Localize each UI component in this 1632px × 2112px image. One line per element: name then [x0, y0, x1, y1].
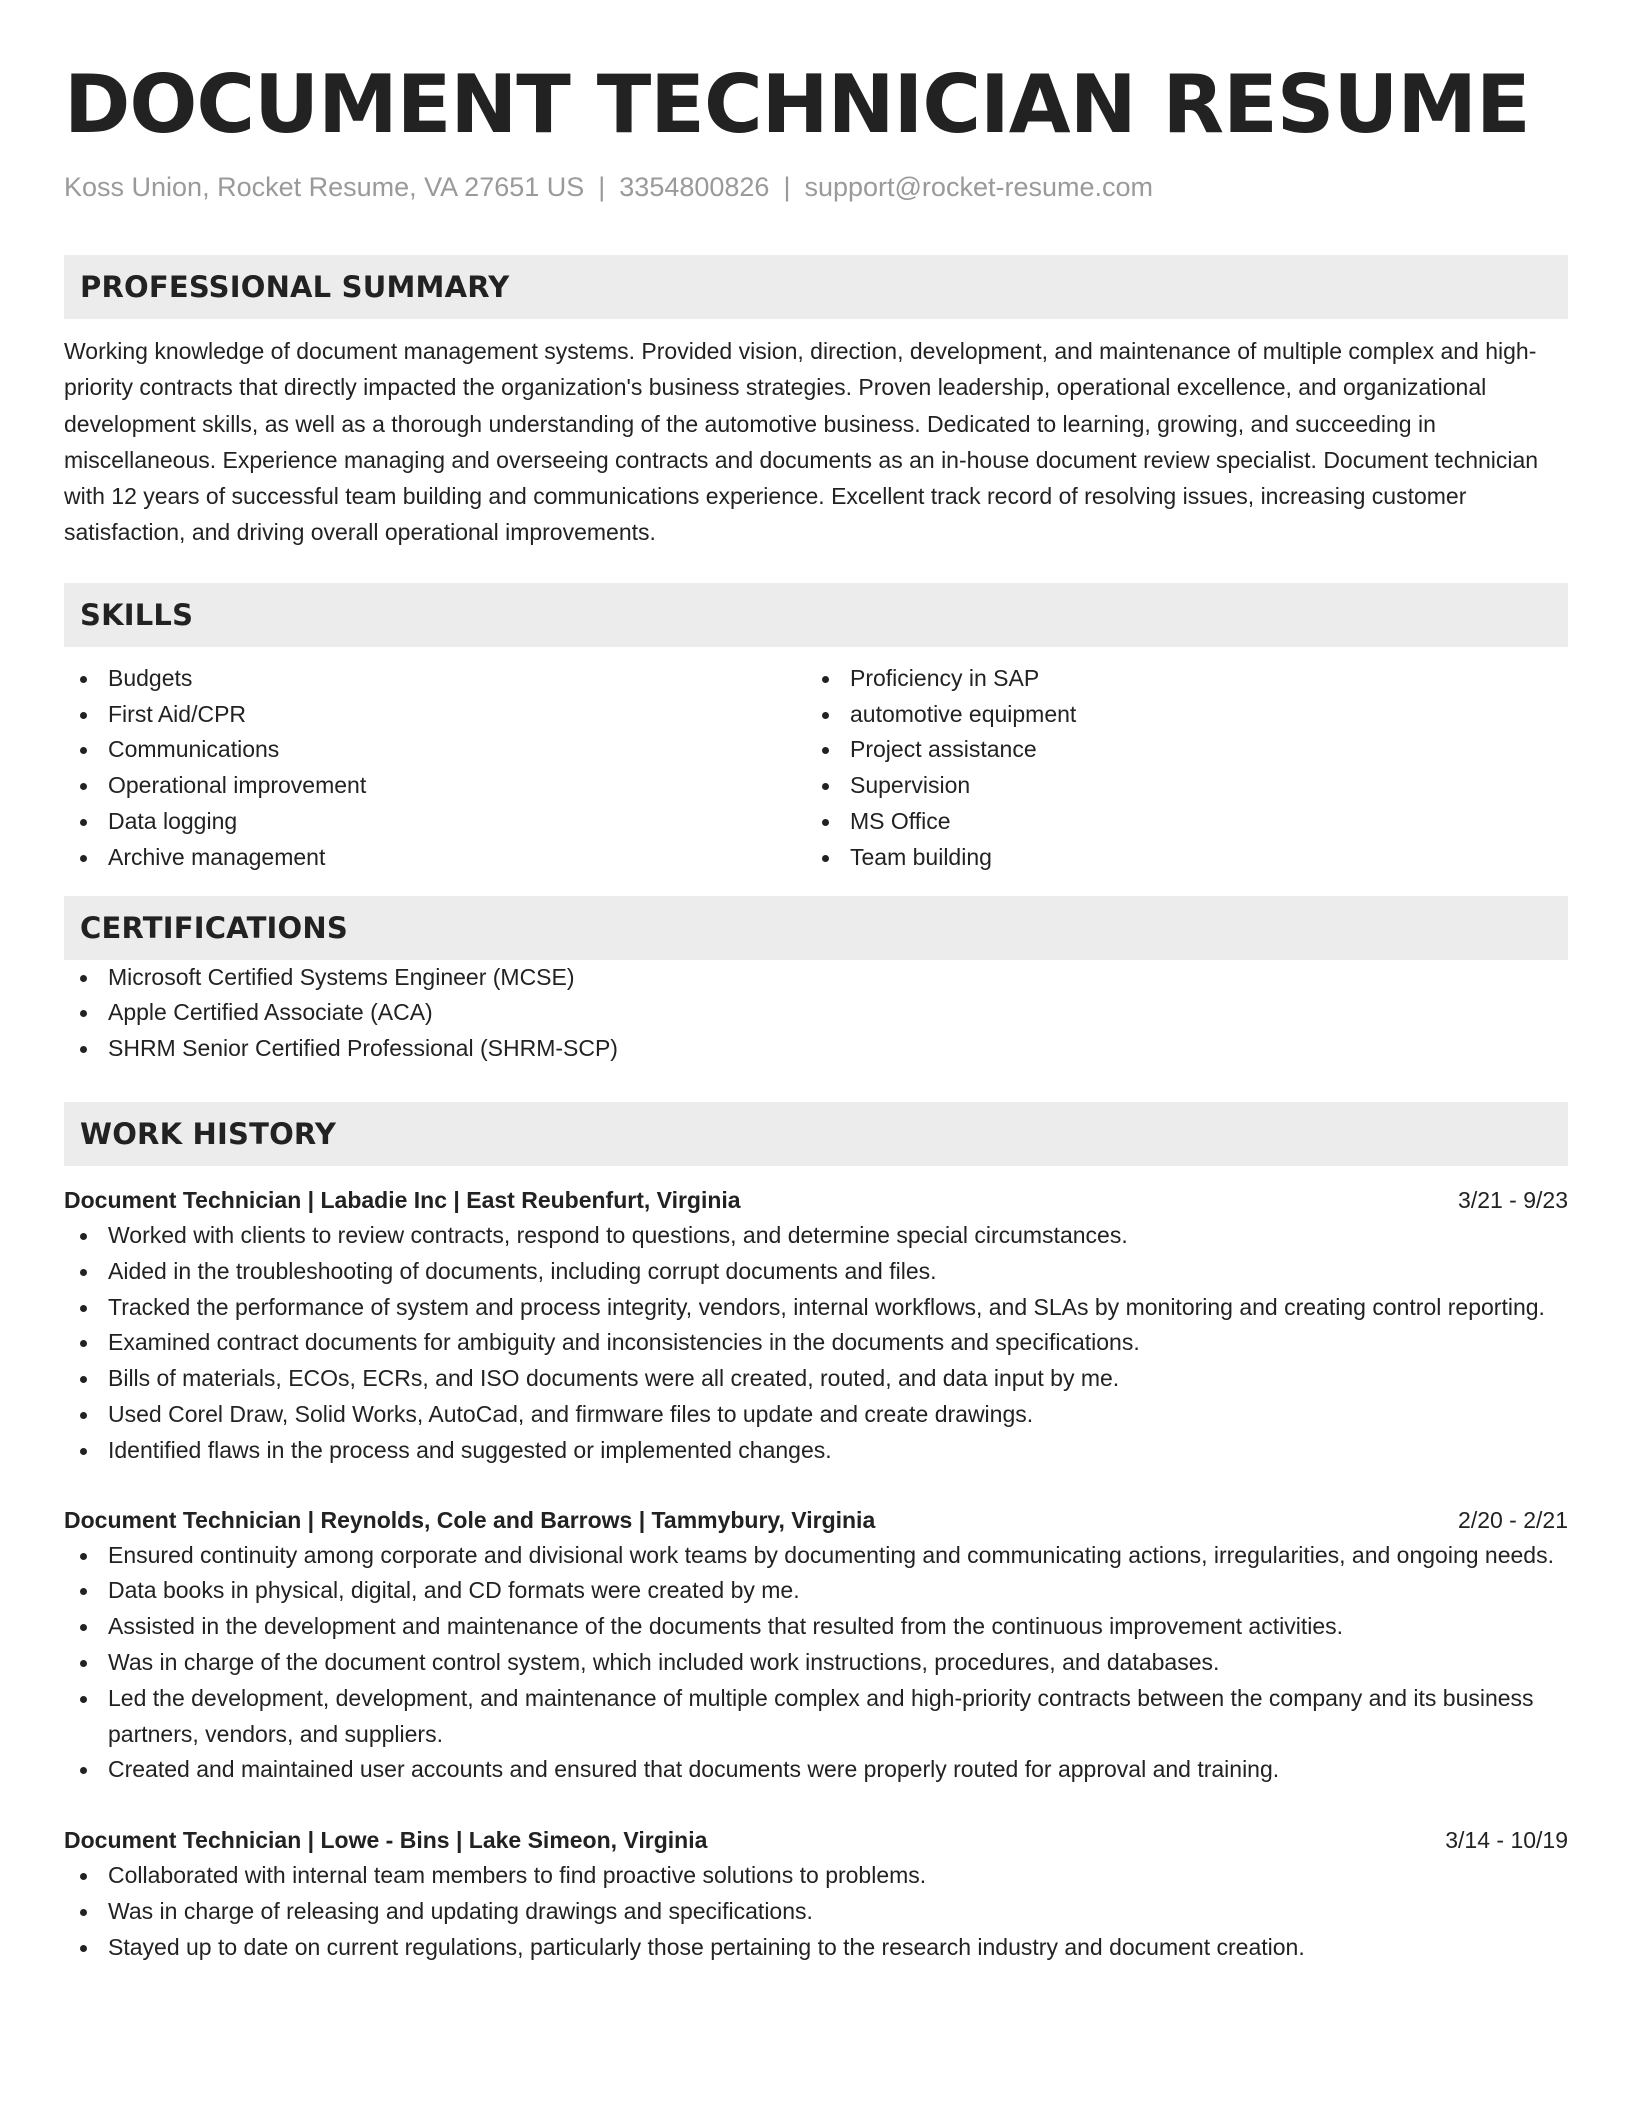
skills-column-left — [64, 661, 806, 876]
job-duty: Data books in physical, digital, and CD formats were created by me. — [64, 1573, 1568, 1609]
skill-item: MS Office — [806, 804, 1548, 840]
contact-email: support@rocket-resume.com — [804, 172, 1153, 202]
skills-column-right — [806, 661, 1548, 876]
skill-item: automotive equipment — [806, 697, 1548, 733]
job-duty: Examined contract documents for ambiguity and inconsistencies in the documents and specifications. — [64, 1325, 1568, 1361]
contact-line — [64, 170, 1568, 204]
resume-page — [64, 0, 1568, 1966]
skill-item: Data logging — [64, 804, 806, 840]
job-title: Document Technician | Labadie Inc | East Reubenfurt, Virginia — [64, 1186, 741, 1213]
job-duty: Led the development, development, and maintenance of multiple complex and high-priority contracts between the company and its business partners, vendors, and suppliers. — [64, 1681, 1568, 1753]
job-header — [64, 1182, 1568, 1218]
contact-separator: | — [783, 172, 791, 202]
job-entry — [64, 1502, 1568, 1789]
professional-summary-heading: PROFESSIONAL SUMMARY — [64, 255, 1568, 319]
skill-item: Communications — [64, 732, 806, 768]
resume-title: DOCUMENT TECHNICIAN RESUME — [64, 58, 1530, 151]
job-duty: Used Corel Draw, Solid Works, AutoCad, and firmware files to update and create drawings. — [64, 1397, 1568, 1433]
contact-phone: 3354800826 — [619, 172, 770, 202]
job-duty: Bills of materials, ECOs, ECRs, and ISO documents were all created, routed, and data input by me. — [64, 1361, 1568, 1397]
job-duty: Was in charge of the document control system, which included work instructions, procedures, and databases. — [64, 1645, 1568, 1681]
job-dates: 3/14 - 10/19 — [1445, 1827, 1568, 1854]
job-title: Document Technician | Lowe - Bins | Lake Simeon, Virginia — [64, 1827, 708, 1854]
certification-item: Apple Certified Associate (ACA) — [64, 995, 1568, 1031]
skills-list — [64, 661, 1568, 876]
contact-address: Koss Union, Rocket Resume, VA 27651 US — [64, 172, 585, 202]
job-duty: Aided in the troubleshooting of documents, including corrupt documents and files. — [64, 1254, 1568, 1290]
certification-item: Microsoft Certified Systems Engineer (MCSE) — [64, 960, 1568, 996]
job-duty: Identified flaws in the process and suggested or implemented changes. — [64, 1433, 1568, 1469]
job-duty: Tracked the performance of system and process integrity, vendors, internal workflows, and SLAs by monitoring and creating control reporting. — [64, 1290, 1568, 1326]
professional-summary-text: Working knowledge of document management systems. Provided vision, direction, development, and maintenance of multiple complex and high-priority contracts that directly impacted the organization's business strategies. Proven leadership, operational excellence, and organizational development skills, as well as a thorough understanding of the automotive business. Dedicated to learning, growing, and succeeding in miscellaneous. Experience managing and overseeing contracts and documents as an in-house document review specialist. Document technician with 12 years of successful team building and communications experience. Excellent track record of resolving issues, increasing customer satisfaction, and driving overall operational improvements. — [64, 338, 1539, 546]
job-duty: Created and maintained user accounts and ensured that documents were properly routed for approval and training. — [64, 1752, 1568, 1788]
job-duty: Was in charge of releasing and updating drawings and specifications. — [64, 1894, 1568, 1930]
skill-item: Proficiency in SAP — [806, 661, 1548, 697]
skill-item: Team building — [806, 840, 1548, 876]
job-duty: Assisted in the development and maintenance of the documents that resulted from the continuous improvement activities. — [64, 1609, 1568, 1645]
job-duties-list — [64, 1538, 1568, 1789]
job-duty: Worked with clients to review contracts, respond to questions, and determine special circumstances. — [64, 1218, 1568, 1254]
job-title: Document Technician | Reynolds, Cole and Barrows | Tammybury, Virginia — [64, 1506, 876, 1533]
skill-item: Budgets — [64, 661, 806, 697]
certifications-list — [64, 960, 1568, 1067]
work-history-heading: WORK HISTORY — [64, 1102, 1568, 1166]
certifications-heading: CERTIFICATIONS — [64, 896, 1568, 960]
job-header — [64, 1502, 1568, 1538]
skill-item: Supervision — [806, 768, 1548, 804]
job-duties-list — [64, 1218, 1568, 1469]
contact-separator: | — [598, 172, 606, 202]
job-entry — [64, 1822, 1568, 1965]
skill-item: Operational improvement — [64, 768, 806, 804]
certification-item: SHRM Senior Certified Professional (SHRM-SCP) — [64, 1031, 1568, 1067]
job-header — [64, 1822, 1568, 1858]
skill-item: Archive management — [64, 840, 806, 876]
skills-heading: SKILLS — [64, 583, 1568, 647]
job-duty: Collaborated with internal team members to find proactive solutions to problems. — [64, 1858, 1568, 1894]
job-duty: Ensured continuity among corporate and divisional work teams by documenting and communicating actions, irregularities, and ongoing needs. — [64, 1538, 1568, 1574]
job-entry — [64, 1182, 1568, 1469]
job-dates: 3/21 - 9/23 — [1458, 1186, 1568, 1213]
skill-item: Project assistance — [806, 732, 1548, 768]
job-duties-list — [64, 1858, 1568, 1965]
job-duty: Stayed up to date on current regulations, particularly those pertaining to the research industry and document creation. — [64, 1930, 1568, 1966]
skill-item: First Aid/CPR — [64, 697, 806, 733]
job-dates: 2/20 - 2/21 — [1458, 1506, 1568, 1533]
